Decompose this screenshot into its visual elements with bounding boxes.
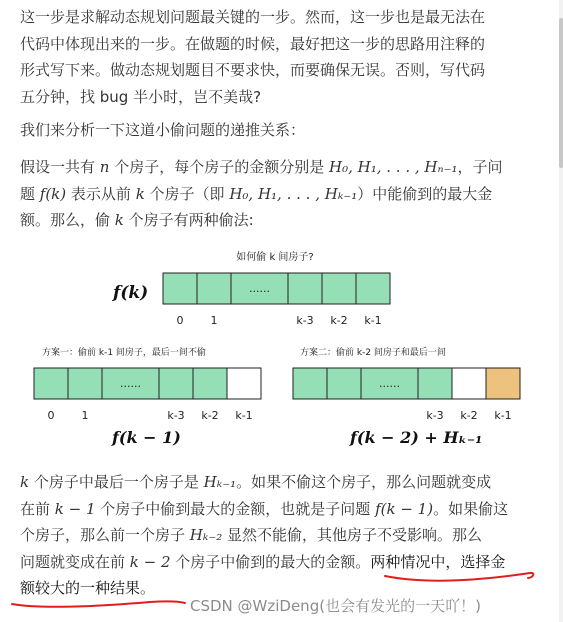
highlighted-conclusion: 两种情况中，选择金 xyxy=(370,552,506,571)
top-house-row xyxy=(163,273,390,304)
ellipsis-label: ...... xyxy=(120,377,141,390)
text: 个房子有两种偷法: xyxy=(123,211,254,229)
house-index-label: k-3 xyxy=(296,314,314,327)
house-cell xyxy=(159,368,193,399)
text: 个房子，每个房子的金额分别是 xyxy=(109,158,329,176)
text: 问题就变成在前 xyxy=(20,552,130,571)
house-index-label: 1 xyxy=(81,409,89,422)
math-h: Hₖ₋₂ xyxy=(189,526,223,544)
house-cell xyxy=(163,273,197,304)
house-cell xyxy=(293,368,327,399)
csdn-watermark: CSDN @WziDeng(也会有发光的一天吖！) xyxy=(190,597,481,615)
house-index-label: k-1 xyxy=(364,314,382,327)
paragraph-line: 这一步是求解动态规划问题最关键的一步。然而，这一步也是最无法在 xyxy=(20,8,486,26)
text: 假设一共有 xyxy=(20,158,100,176)
math-h-list: H₀, H₁, . . . , Hₖ₋₁ xyxy=(229,184,358,203)
house-index-label: 1 xyxy=(210,314,218,327)
paragraph-intro xyxy=(20,4,540,110)
paragraph-line xyxy=(20,469,540,496)
house-cell xyxy=(34,368,68,399)
top-index-row xyxy=(177,314,382,327)
math-n: n xyxy=(99,158,110,176)
paragraph-line: 形式写下来。做动态规划题目不要求快，而要确保无误。否则，写代码 xyxy=(20,61,486,79)
house-cell xyxy=(327,368,361,399)
plan2-index-row xyxy=(426,409,511,422)
highlighted-conclusion: 额较大的一种结果 xyxy=(20,579,141,597)
paragraph-line xyxy=(20,549,540,576)
house-index-label: k-1 xyxy=(235,409,253,422)
paragraph-line: 我们来分析一下这道小偷问题的递推关系： xyxy=(20,121,306,139)
plan1-index-row xyxy=(48,409,253,422)
house-cell xyxy=(452,368,486,399)
plan1-house-row xyxy=(34,368,261,399)
text: ）中能偷到的最大金 xyxy=(357,184,493,203)
math-h-list: H₀, H₁, . . . , Hₙ₋₁ xyxy=(329,158,458,176)
plan2-title: 方案二：偷前 k-2 间房子和最后一间 xyxy=(300,348,446,358)
house-index-label: k-3 xyxy=(426,409,444,422)
plan1-title: 方案一：偷前 k-1 间房子，最后一间不偷 xyxy=(42,348,206,358)
house-cell xyxy=(227,368,261,399)
text: 个房子中最后一个房子是 xyxy=(29,473,204,491)
paragraph-analysis xyxy=(20,117,540,144)
house-index-label: k-2 xyxy=(201,409,219,422)
math-fk: f(k) xyxy=(39,184,67,203)
text: 在前 xyxy=(20,499,55,518)
house-index-label: k-2 xyxy=(330,314,348,327)
text: 。 xyxy=(140,579,156,597)
house-cell xyxy=(418,368,452,399)
text: 个房子，那么前一个房子 xyxy=(20,526,190,544)
scrollbar-thumb[interactable] xyxy=(559,18,563,168)
paragraph-line: 代码中体现出来的一步。在做题的时候，最好把这一步的思路用注释的 xyxy=(20,34,486,53)
ellipsis-label: ...... xyxy=(379,377,400,390)
plan2-house-row xyxy=(293,368,520,399)
text: 额。那么，偷 xyxy=(20,211,115,229)
diagram-title: 如何偷 k 间房子? xyxy=(236,252,314,263)
math-k: k xyxy=(114,211,124,229)
text: 。如果偷这 xyxy=(433,499,509,518)
text: ，子问 xyxy=(457,158,503,176)
math-k: k xyxy=(135,184,145,203)
top-label: f(k) xyxy=(113,283,149,303)
house-index-label: k-3 xyxy=(167,409,185,422)
plan2-label: f(k − 2) + Hₖ₋₁ xyxy=(350,428,483,447)
paragraph-line xyxy=(20,496,540,523)
house-cell xyxy=(68,368,102,399)
paragraph-recurrence xyxy=(20,469,540,602)
text: 个房子中偷到的最大的金额。 xyxy=(170,552,371,571)
house-cell xyxy=(193,368,227,399)
math-k-1: k − 1 xyxy=(54,499,96,518)
paragraph-assumption xyxy=(20,154,540,234)
house-cell xyxy=(356,273,390,304)
plan1-label: f(k − 1) xyxy=(112,428,181,447)
house-cell xyxy=(197,273,231,304)
text: 个房子中偷到最大的金额，也就是子问题 xyxy=(95,499,376,518)
text: 显然不能偷，其他房子不受影响。那么 xyxy=(222,526,483,544)
paragraph-line xyxy=(20,207,540,234)
house-index-label: 0 xyxy=(47,409,55,422)
paragraph-line: 五分钟，找 bug 半小时，岂不美哉? xyxy=(20,87,262,106)
paragraph-line xyxy=(20,181,540,208)
text: 个房子（即 xyxy=(144,184,230,203)
house-index-label: k-1 xyxy=(494,409,512,422)
text: 。如果不偷这个房子，那么问题就变成 xyxy=(236,473,492,491)
math-fk-1: f(k − 1) xyxy=(375,499,434,518)
house-index-label: 0 xyxy=(176,314,184,327)
math-k-2: k − 2 xyxy=(129,552,171,571)
paragraph-line xyxy=(20,522,540,549)
text: 表示从前 xyxy=(66,184,136,203)
math-k: k xyxy=(20,473,30,491)
ellipsis-label: ...... xyxy=(249,282,270,295)
house-index-label: k-2 xyxy=(460,409,478,422)
math-h: Hₖ₋₁ xyxy=(203,473,237,491)
text: 题 xyxy=(20,184,40,203)
house-cell xyxy=(288,273,322,304)
paragraph-line xyxy=(20,154,540,181)
house-cell xyxy=(322,273,356,304)
house-robber-diagram xyxy=(0,243,563,465)
house-cell xyxy=(486,368,520,399)
